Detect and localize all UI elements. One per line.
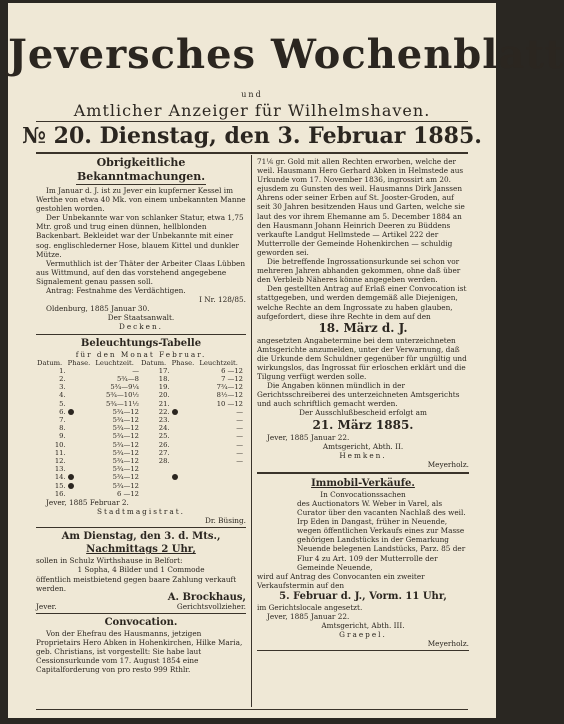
table-row	[36, 416, 244, 424]
auction-date: Am Dienstag, den 3. d. Mts.,	[61, 531, 221, 543]
moon-phase-icon	[68, 474, 74, 480]
table-cell: —	[236, 448, 243, 457]
immo-heading: Immobil-Verkäufe.	[311, 477, 415, 489]
auction-items: 1 Sopha, 4 Bilder und 1 Commode	[77, 565, 205, 575]
table-cell	[171, 482, 199, 490]
immo-text: wird auf Antrag des Convocanten ein zweiter Verkaufstermin auf den	[257, 571, 425, 590]
convocation-continued: Den gestellten Antrag auf Erlaß einer Convocation ist stattgegeben, und werden demgemäß alle Diejenigen, welche Rechte an dem Ingrossate zu haben glauben, aufgefordert, diese ihre Rechte in dem auf den	[257, 284, 467, 321]
table-cell	[67, 391, 95, 399]
table-name: Dr. Büsing.	[204, 516, 246, 526]
table-row	[36, 408, 244, 416]
table-row	[36, 400, 244, 408]
notice-date: Oldenburg, 1885 Januar 30.	[46, 304, 150, 314]
table-cell	[198, 465, 244, 473]
convocation-continued: Die betreffende Ingrossationsurkunde sei schon vor mehreren Jahren abhanden gekommen, ohne daß über den Verbleib Näheres könne angegeben werden.	[257, 257, 461, 285]
table-cell: 22.	[158, 407, 170, 416]
table-cell	[171, 490, 199, 498]
table-cell: 5¾—12	[112, 416, 139, 425]
table-date: Jever, 1885 Februar 2.	[46, 498, 129, 508]
notice-office: Der Staatsanwalt.	[107, 313, 175, 323]
table-cell	[198, 473, 244, 481]
table-cell	[171, 375, 199, 383]
table-cell: 24.	[158, 424, 170, 433]
table-cell	[140, 482, 171, 490]
table-cell: 11.	[54, 448, 66, 457]
convocation-continued: angesetzten Angabetermine bei dem unterzeichneten Amtsgerichte anzumelden, unter der Verwarnung, daß die Urkunde dem Schuldner gegenüber für ungültig und wirkungslos, das Ingrossat für erloschen erklärt und die Tilgung verfügt werden solle.	[257, 335, 467, 382]
term-date: 18. März d. J.	[318, 320, 408, 335]
moon-phase-icon	[172, 409, 178, 415]
table-cell: 19.	[158, 383, 170, 392]
notice-heading: Obrigkeitliche Bekanntmachungen.	[76, 156, 206, 183]
table-cell: 8.	[59, 424, 66, 433]
table-office: Stadtmagistrat.	[97, 507, 185, 517]
rule	[257, 650, 469, 651]
table-cell: 27.	[158, 448, 170, 457]
table-subheading: für den Monat Februar.	[75, 349, 207, 359]
table-cell: 7.	[59, 416, 66, 425]
auction-text: sollen in Schulz Wirthshause in Belfort:	[36, 556, 183, 566]
table-cell: 17.	[158, 366, 170, 375]
table-cell: 10 —12	[216, 399, 243, 408]
table-cell	[171, 416, 199, 424]
table-header-cell: Phase.	[67, 358, 91, 367]
right-column	[257, 157, 469, 653]
table-cell: 28.	[158, 457, 170, 466]
table-cell	[198, 490, 244, 498]
rule	[36, 613, 246, 614]
court-date: Jever, 1885 Januar 22.	[267, 432, 350, 442]
immo-text: wegen öffentlichen Verkaufs eines zur Masse gehörigen Landstücks in der Gemarkung Neuende belegenen Landstücks, Parz. 85 der Flur 4 zu Art. 109 der Mutterrolle der Gemeinde Neuende,	[297, 526, 466, 572]
table-header-row	[36, 359, 244, 367]
table-row	[36, 473, 244, 481]
table-heading: Beleuchtungs-Tabelle	[80, 337, 202, 349]
newspaper-page	[8, 3, 564, 718]
moon-phase-icon	[172, 474, 178, 480]
table-cell: 21.	[158, 399, 170, 408]
table-row	[36, 449, 244, 457]
table-row	[36, 383, 244, 391]
table-cell: 3.	[59, 383, 66, 392]
table-cell: 5¾—12	[112, 481, 139, 490]
rule-top	[36, 121, 468, 122]
table-cell: 16.	[54, 489, 66, 498]
table-cell: —	[236, 407, 243, 416]
table-cell	[198, 482, 244, 490]
convocation-heading: Convocation.	[104, 616, 178, 628]
masthead-subtitle: Amtlicher Anzeiger für Wilhelmshaven.	[73, 101, 431, 120]
table-cell: —	[132, 366, 139, 375]
immo-text: Jever, 1885 Januar 22.	[267, 612, 350, 622]
auction-signature	[36, 593, 246, 611]
rule	[76, 184, 206, 185]
table-cell: 7 —12	[221, 375, 243, 383]
table-cell: 15.	[54, 481, 66, 490]
table-cell: 5¾—10½	[106, 391, 139, 400]
table-row	[36, 432, 244, 440]
table-cell: 20.	[158, 391, 170, 400]
auction-signer: A. Brockhaus,	[167, 591, 246, 603]
clerk-name: Meyerholz.	[427, 459, 469, 469]
table-cell	[171, 457, 199, 465]
immo-text: des Auctionators W. Weber in Varel, als Curator über den vacanten Nachlaß des weil. Irp Eden in Dangast, früher in Neuende,	[297, 499, 466, 527]
table-cell	[171, 383, 199, 391]
table-cell: 5¾—12	[112, 424, 139, 433]
table-cell	[67, 367, 95, 375]
notice-name: Decken.	[118, 322, 163, 332]
immo-text: In Convocationssachen	[320, 489, 406, 499]
column-divider	[251, 155, 252, 707]
lighting-table	[36, 359, 244, 498]
table-cell: 5¾—12	[112, 465, 139, 474]
table-header-cell: Datum.	[37, 358, 63, 367]
rule	[36, 334, 246, 335]
table-cell	[67, 375, 95, 383]
table-cell	[67, 383, 95, 391]
moon-phase-icon	[68, 409, 74, 415]
auction-text: öffentlich meistbietend gegen baare Zahlung verkauft werden.	[36, 574, 237, 593]
masthead-und: und	[241, 90, 263, 99]
table-cell	[67, 432, 95, 440]
table-cell	[67, 473, 95, 481]
table-cell	[67, 465, 95, 473]
convocation-text: Von der Ehefrau des Hausmanns, jetzigen Proprietairs Hero Abken in Hohenkirchen, Hilke Maria, geb. Christians, ist vorgestellt: Sie habe laut Cessionsurkunde vom 17. August 1854 eine Capitalforderung von pro resto 999 Rthlr.	[36, 628, 243, 675]
auction-time: Nachmittags 2 Uhr,	[86, 544, 196, 556]
table-header-cell: Leuchtzeit.	[199, 358, 238, 367]
table-cell: 23.	[158, 416, 170, 425]
rule	[257, 472, 469, 474]
table-cell: 5¾—8	[116, 375, 139, 383]
convocation-continued: Der Ausschlußbescheid erfolgt am	[299, 408, 427, 418]
table-cell: 1.	[59, 366, 66, 375]
table-row	[36, 441, 244, 449]
table-cell: 9.	[59, 432, 66, 441]
immo-signer: Meyerholz.	[427, 639, 469, 649]
table-cell: 2.	[59, 375, 66, 383]
table-cell	[67, 400, 95, 408]
table-cell	[171, 441, 199, 449]
table-row	[36, 391, 244, 399]
court-name: Amtsgericht, Abth. II.	[322, 441, 404, 451]
convocation-continued: 71⅙ gr. Gold mit allen Rechten erworben, welche der weil. Hausmann Hero Gerhard Abken in Helmstede aus Urkunde vom 17. November 1836, ingrossirt am 20. ejusdem zu Gunsten des weil. Hausmanns Dirk Janssen Ahrens oder seiner Erben auf St. Jooster-Groden, auf seit 30 Jahren besitzenden Haus und Garten, welche sie laut des vor ihrem Ehemanne am 5. December 1884 an den Hausmann Johann Heinrich Deeren zu Büddens verkaufte Landgut Hellmstede — Artikel 222 der Mutterrolle der Gemeinde Hohenkirchen — schuldig geworden sei.	[257, 157, 465, 257]
notice-paragraph: Antrag: Festnahme des Verdächtigen.	[46, 286, 186, 296]
table-row	[36, 424, 244, 432]
table-cell: 25.	[158, 432, 170, 441]
table-cell	[67, 490, 95, 498]
table-cell: 10.	[54, 440, 66, 449]
table-cell	[67, 482, 95, 490]
table-cell	[171, 465, 199, 473]
table-row	[36, 367, 244, 375]
table-cell: 5¾—12	[112, 457, 139, 466]
table-cell: 13.	[54, 465, 66, 474]
table-row	[36, 375, 244, 383]
rule	[36, 527, 246, 528]
notice-paragraph: Der Unbekannte war von schlanker Statur, etwa 1,75 Mtr. groß und trug einen dünnen, hellblonden Backenbart. Bekleidet war der Unbekannte mit einer sog. englischlederner Hose, blauem Kittel und dunkler Mütze.	[36, 213, 244, 259]
table-cell: 5¾—12	[112, 432, 139, 441]
table-cell	[171, 432, 199, 440]
table-cell	[67, 457, 95, 465]
table-row	[36, 465, 244, 473]
table-row	[36, 482, 244, 490]
table-cell: 14.	[54, 473, 66, 482]
table-cell: 26.	[158, 440, 170, 449]
table-cell	[67, 408, 95, 416]
table-cell	[67, 424, 95, 432]
table-cell	[140, 490, 171, 498]
table-cell	[140, 473, 171, 481]
table-cell: 6 —12	[221, 366, 243, 375]
table-cell: 5¾—12	[112, 473, 139, 482]
table-header-cell: Phase.	[171, 358, 195, 367]
term-date: 21. März 1885.	[312, 417, 414, 432]
convocation-continued: Die Angaben können mündlich in der Gerichtsschreiberei des unterzeichneten Amtsgerichts und auch schriftlich gemacht werden.	[257, 381, 460, 409]
table-cell: —	[236, 440, 243, 449]
table-cell	[171, 391, 199, 399]
notice-ref: I Nr. 128/85.	[199, 295, 246, 305]
table-cell: 5¾—12	[112, 440, 139, 449]
auction-role: Gerichtsvollzieher.	[176, 601, 246, 611]
judge-name: Hemken.	[339, 450, 387, 460]
issue-line: № 20. Dienstag, den 3. Februar 1885.	[22, 123, 482, 149]
table-cell	[171, 449, 199, 457]
table-cell	[171, 424, 199, 432]
left-column	[36, 156, 246, 674]
table-cell: 12.	[54, 457, 66, 466]
table-cell: 18.	[158, 375, 170, 383]
table-cell: 5¾—9¼	[110, 383, 139, 392]
immo-text: im Gerichtslocale angesetzt.	[257, 602, 363, 612]
table-cell: 7¾—12	[216, 383, 243, 392]
auction-place: Jever.	[36, 601, 57, 611]
immo-court: Amtsgericht, Abth. III.	[321, 621, 405, 631]
table-cell: 5¾—12	[112, 448, 139, 457]
table-cell	[171, 408, 199, 416]
table-cell	[140, 465, 171, 473]
table-row	[36, 490, 244, 498]
table-cell	[67, 441, 95, 449]
table-cell: 5¾—12	[112, 407, 139, 416]
table-cell	[171, 367, 199, 375]
table-cell: —	[236, 432, 243, 441]
auction-signer-block	[168, 593, 246, 611]
table-cell: —	[236, 457, 243, 466]
table-cell: —	[236, 424, 243, 433]
table-cell	[67, 416, 95, 424]
table-cell: 6 —12	[117, 489, 139, 498]
moon-phase-icon	[68, 483, 74, 489]
rule-under-issue	[36, 152, 468, 154]
table-cell	[67, 449, 95, 457]
table-cell: 5.	[59, 399, 66, 408]
immo-name: Graepel.	[339, 630, 387, 640]
table-cell: 4.	[59, 391, 66, 400]
table-cell	[171, 400, 199, 408]
table-cell: 8½—12	[216, 391, 243, 400]
table-cell: 5¾—11½	[106, 399, 139, 408]
table-header-cell: Leuchtzeit.	[95, 358, 134, 367]
table-cell: 6.	[59, 407, 66, 416]
table-header-cell: Datum.	[140, 358, 167, 367]
notice-paragraph: Vermuthlich ist der Thäter der Arbeiter Claas Lübben aus Wittmund, auf den das vorstehend angegebene Signalement genau passen soll.	[36, 258, 246, 286]
masthead-title: Jeversches Wochenblatt	[8, 31, 564, 78]
table-row	[36, 457, 244, 465]
immo-date: 5. Februar d. J., Vorm. 11 Uhr,	[279, 590, 447, 602]
rule-bottom	[36, 709, 468, 710]
table-cell	[171, 473, 199, 481]
table-cell: —	[236, 416, 243, 425]
notice-paragraph: Im Januar d. J. ist zu Jever ein kupferner Kessel im Werthe von etwa 40 Mk. von einem unbekannten Manne gestohlen worden.	[36, 186, 246, 214]
